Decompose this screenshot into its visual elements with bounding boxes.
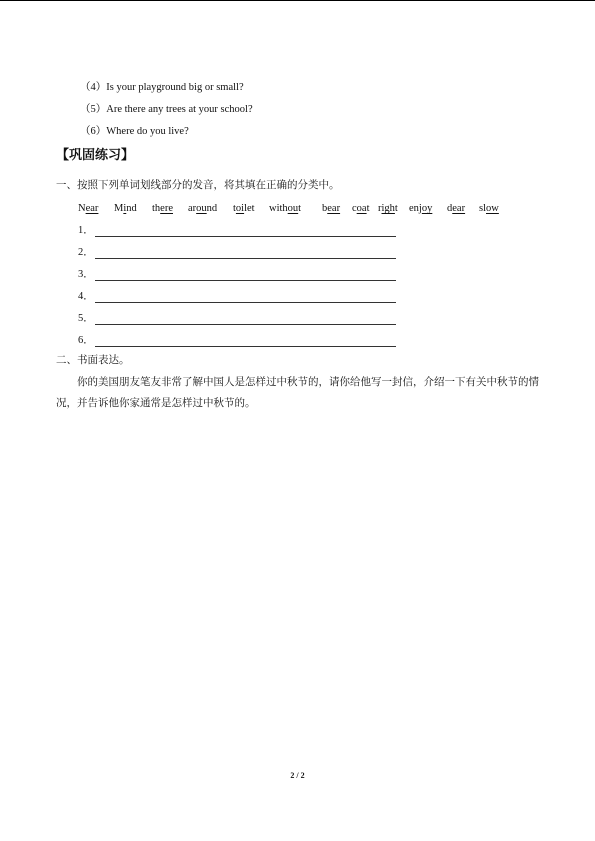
word-list [78,202,538,216]
word-item: coat [352,203,370,214]
blank-line [95,346,396,347]
word-item: bear [322,203,341,214]
blank-line [95,280,396,281]
underlined-part: ou [196,203,207,214]
underlined-part: igh [381,203,395,214]
underlined-part: oi [235,203,245,214]
blank-line [95,258,396,259]
writing-prompt [56,372,541,414]
underlined-part: oy [421,203,433,214]
blank-line [95,324,396,325]
question-4: （4）Is your playground big or small? [80,82,244,93]
answer-blank-6[interactable] [78,334,408,348]
question-6: （6）Where do you live? [80,126,189,137]
top-border-line [0,0,595,1]
word-item: there [152,203,173,214]
blank-number: 3． [78,269,94,280]
answer-blank-4[interactable] [78,290,408,304]
writing-prompt-text: 你的美国朋友笔友非常了解中国人是怎样过中秋节的，请你给他写一封信，介绍一下有关中秋节的情况，并告诉他你家通常是怎样过中秋节的。 [56,377,539,409]
underlined-part: oa [356,203,367,214]
underlined-part: ear [327,203,341,214]
underlined-part: ow [486,203,499,214]
blank-line [95,302,396,303]
word-item: without [269,203,302,214]
word-item: around [188,203,218,214]
word-item: right [378,203,398,214]
blank-number: 4． [78,291,94,302]
word-item: toilet [233,203,255,214]
blank-number: 5． [78,313,94,324]
word-item: Near [78,203,99,214]
answer-blank-3[interactable] [78,268,408,282]
answer-blank-5[interactable] [78,312,408,326]
answer-blank-1[interactable] [78,224,408,238]
word-item: Mind [114,203,137,214]
section-heading: 【巩固练习】 [56,148,135,163]
page-number: 2 / 2 [290,771,305,780]
part2-instruction: 二、书面表达。 [56,355,130,366]
underlined-part: ou [287,203,299,214]
blank-number: 6． [78,335,94,346]
answer-blank-2[interactable] [78,246,408,260]
blank-number: 1． [78,225,94,236]
blank-line [95,236,396,237]
underlined-part: ere [160,203,173,214]
underlined-part: ear [85,203,99,214]
underlined-part: ear [452,203,466,214]
underlined-part: i [123,203,127,214]
word-item: slow [479,203,499,214]
question-5: （5）Are there any trees at your school? [80,104,253,115]
part1-instruction: 一、按照下列单词划线部分的发音，将其填在正确的分类中。 [56,180,340,191]
blank-number: 2． [78,247,94,258]
word-item: dear [447,203,466,214]
word-item: enjoy [409,203,433,214]
